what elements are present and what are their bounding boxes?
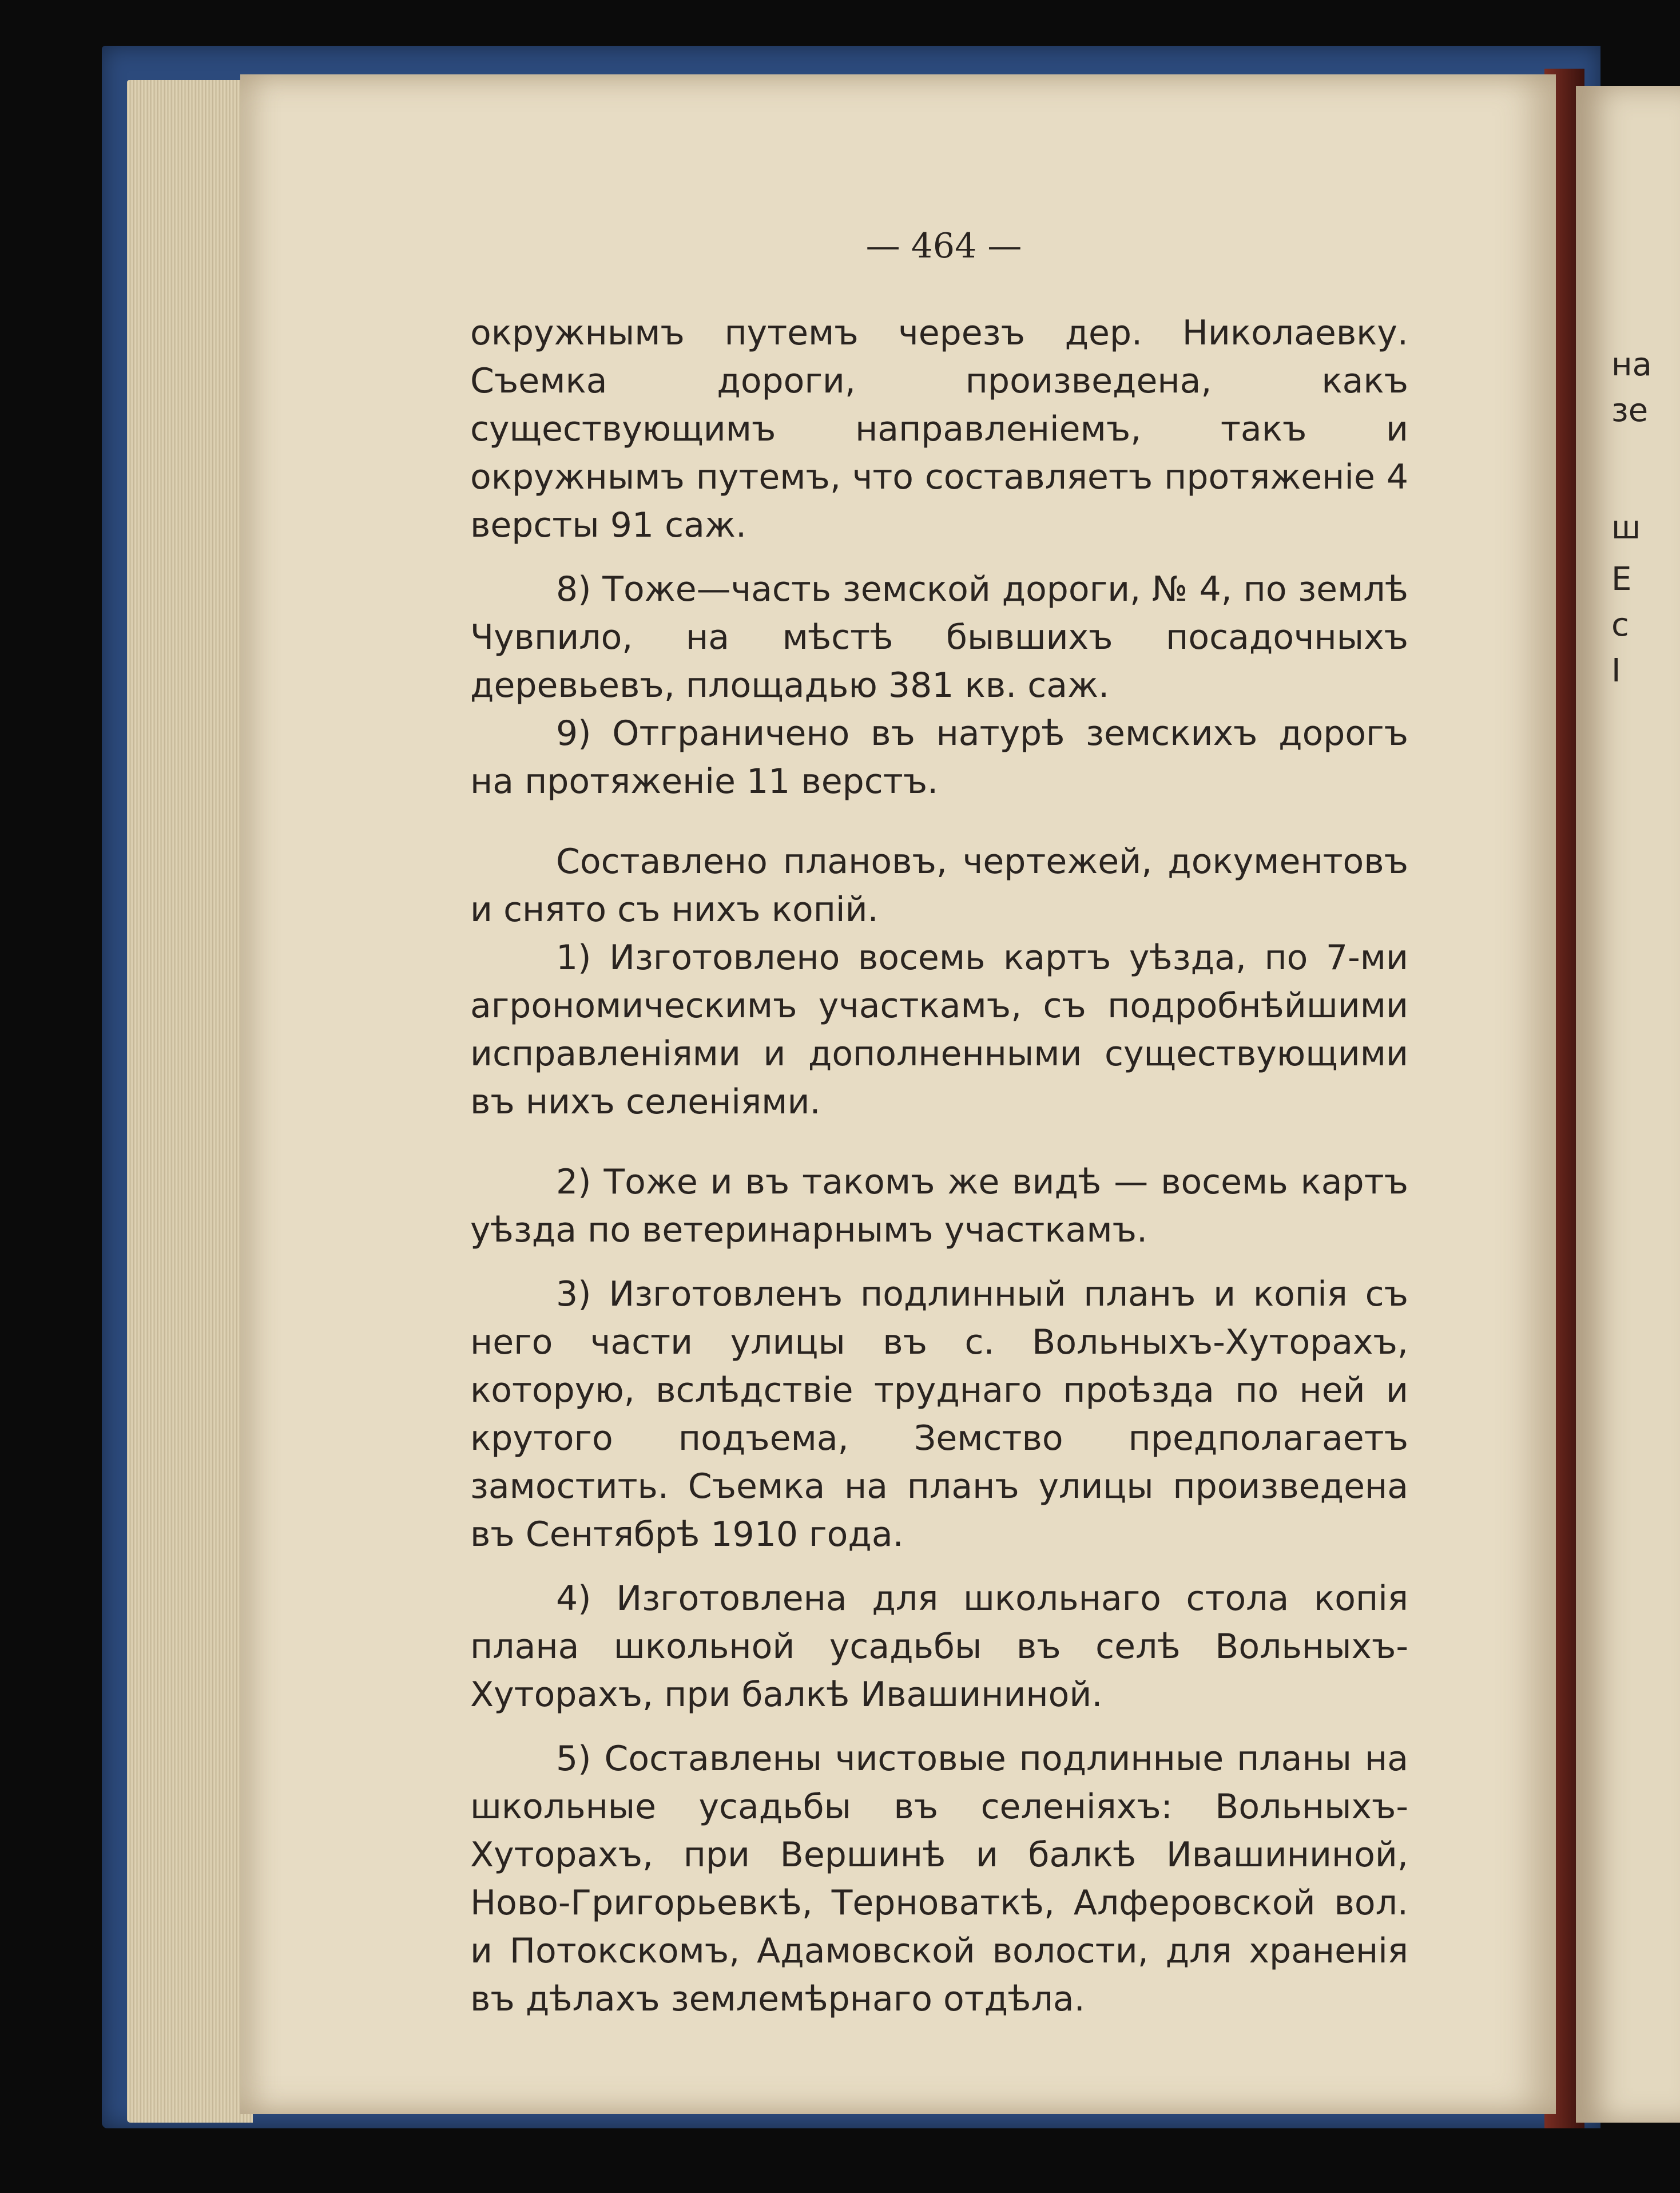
paragraph: 4) Изготовлена для школьнаго стола копія плана школьной усадьбы въ селѣ Вольныхъ-Хуторахъ, при балкѣ Ивашининой.: [470, 1579, 1408, 1715]
paragraph: 9) Отграничено въ натурѣ земскихъ дорогъ на протяженіе 11 верстъ.: [470, 713, 1408, 802]
next-page-fragment: зе: [1611, 392, 1649, 429]
paragraph: Составлено плановъ, чертежей, документовъ и снято съ нихъ копій.: [470, 842, 1408, 930]
next-page-fragment: с: [1611, 606, 1629, 644]
next-page: [1576, 86, 1680, 2123]
next-page-fragment: ш: [1611, 509, 1641, 546]
paragraph: 5) Составлены чистовые подлинные планы на школьные усадьбы въ селеніяхъ: Вольныхъ-Хуторахъ, при Вершинѣ и балкѣ Ивашининой, Ново-Григорьевкѣ, Терноваткѣ, Алферовской вол. и Потокскомъ, Адамовской волости, для храненія въ дѣлахъ землемѣрнаго отдѣла.: [470, 1739, 1408, 2019]
next-page-fragment: Е: [1611, 561, 1632, 598]
paragraph: окружнымъ путемъ черезъ дер. Николаевку. Съемка дороги, произведена, какъ существующимъ направленіемъ, такъ и окружнымъ путемъ, что составляетъ протяженіе 4 версты 91 саж.: [470, 313, 1408, 545]
next-page-fragment: I: [1611, 652, 1621, 689]
paragraph: 8) Тоже—часть земской дороги, № 4, по землѣ Чувпило, на мѣстѣ бывшихъ посадочныхъ деревьевъ, площадью 381 кв. саж.: [470, 569, 1408, 705]
paragraph: 1) Изготовлено восемь картъ уѣзда, по 7-ми агрономическимъ участкамъ, съ подробнѣйшими исправленіями и дополненными существующими въ нихъ селеніями.: [470, 938, 1408, 1122]
paragraph: 2) Тоже и въ такомъ же видѣ — восемь картъ уѣзда по ветеринарнымъ участкамъ.: [470, 1162, 1408, 1250]
paragraph: 3) Изготовленъ подлинный планъ и копія съ него части улицы въ с. Вольныхъ-Хуторахъ, которую, вслѣдствіе труднаго проѣзда по ней и крутого подъема, Земство предполагаетъ замостить. Съемка на планъ улицы произведена въ Сентябрѣ 1910 года.: [470, 1274, 1408, 1554]
page-stack-edges: [127, 80, 253, 2123]
next-page-fragment: на: [1611, 346, 1652, 383]
page-body: [470, 309, 1408, 2023]
page-number: — 464 —: [865, 226, 1022, 266]
